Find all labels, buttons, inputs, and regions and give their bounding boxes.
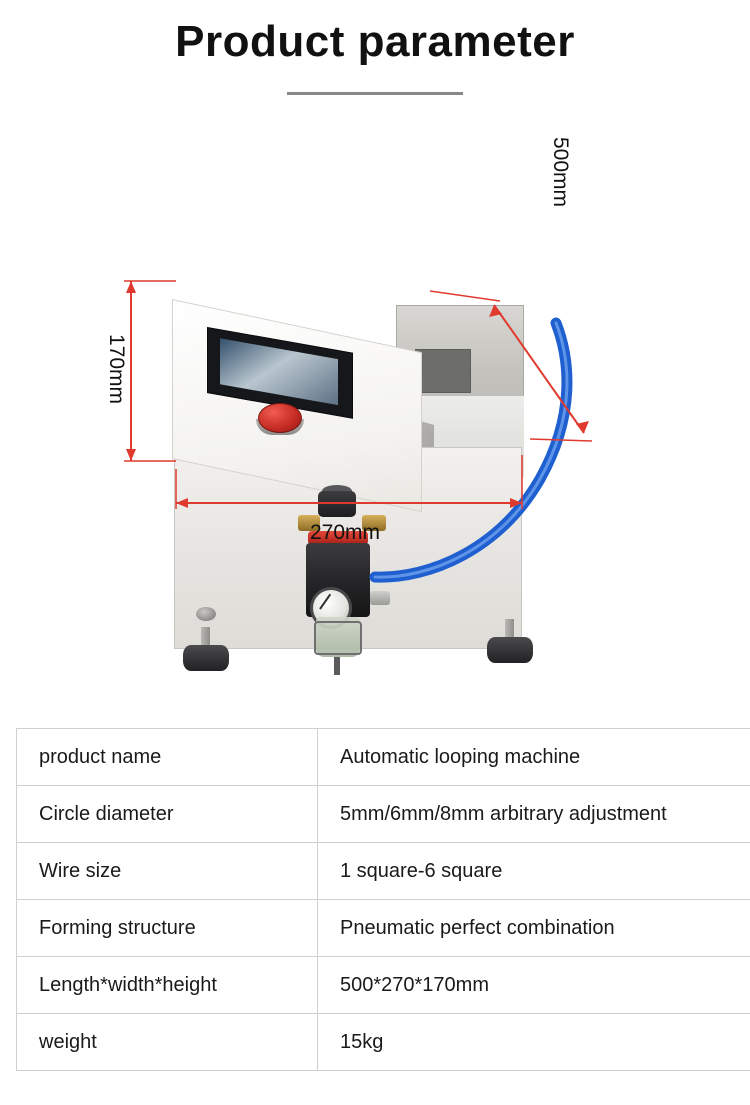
regulator-knob <box>318 491 356 517</box>
spec-key: product name <box>17 729 318 786</box>
screen-glass <box>220 339 338 406</box>
spec-value: 15kg <box>318 1014 750 1071</box>
spec-table-wrapper <box>16 728 734 1071</box>
spec-key: weight <box>17 1014 318 1071</box>
spec-value: 500*270*170mm <box>318 957 750 1014</box>
dimension-label-width: 270mm <box>310 521 381 545</box>
adjustable-foot-right <box>487 637 533 663</box>
spec-key: Length*width*height <box>17 957 318 1014</box>
table-row <box>17 843 750 900</box>
spec-key: Circle diameter <box>17 786 318 843</box>
table-row <box>17 957 750 1014</box>
filter-bowl-guard <box>314 621 362 655</box>
dimension-label-height: 170mm <box>105 334 128 405</box>
dimension-label-depth: 500mm <box>549 137 572 208</box>
air-filter-regulator <box>300 491 386 681</box>
spec-value: 5mm/6mm/8mm arbitrary adjustment <box>318 786 750 843</box>
spec-table-body <box>17 729 750 1071</box>
page-title: Product parameter <box>175 17 575 66</box>
page-header <box>0 0 750 95</box>
outlet-fitting <box>370 591 390 605</box>
table-row <box>17 729 750 786</box>
table-row <box>17 1014 750 1071</box>
title-underline <box>287 92 463 95</box>
spec-key: Wire size <box>17 843 318 900</box>
spec-key: Forming structure <box>17 900 318 957</box>
drain-valve <box>334 657 340 675</box>
product-diagram <box>0 109 750 669</box>
rear-notch <box>415 349 471 393</box>
spec-value: Automatic looping machine <box>318 729 750 786</box>
spec-value: 1 square-6 square <box>318 843 750 900</box>
spec-table <box>16 728 750 1071</box>
table-row <box>17 786 750 843</box>
table-row <box>17 900 750 957</box>
spec-value: Pneumatic perfect combination <box>318 900 750 957</box>
adjustable-foot-left <box>183 645 229 671</box>
